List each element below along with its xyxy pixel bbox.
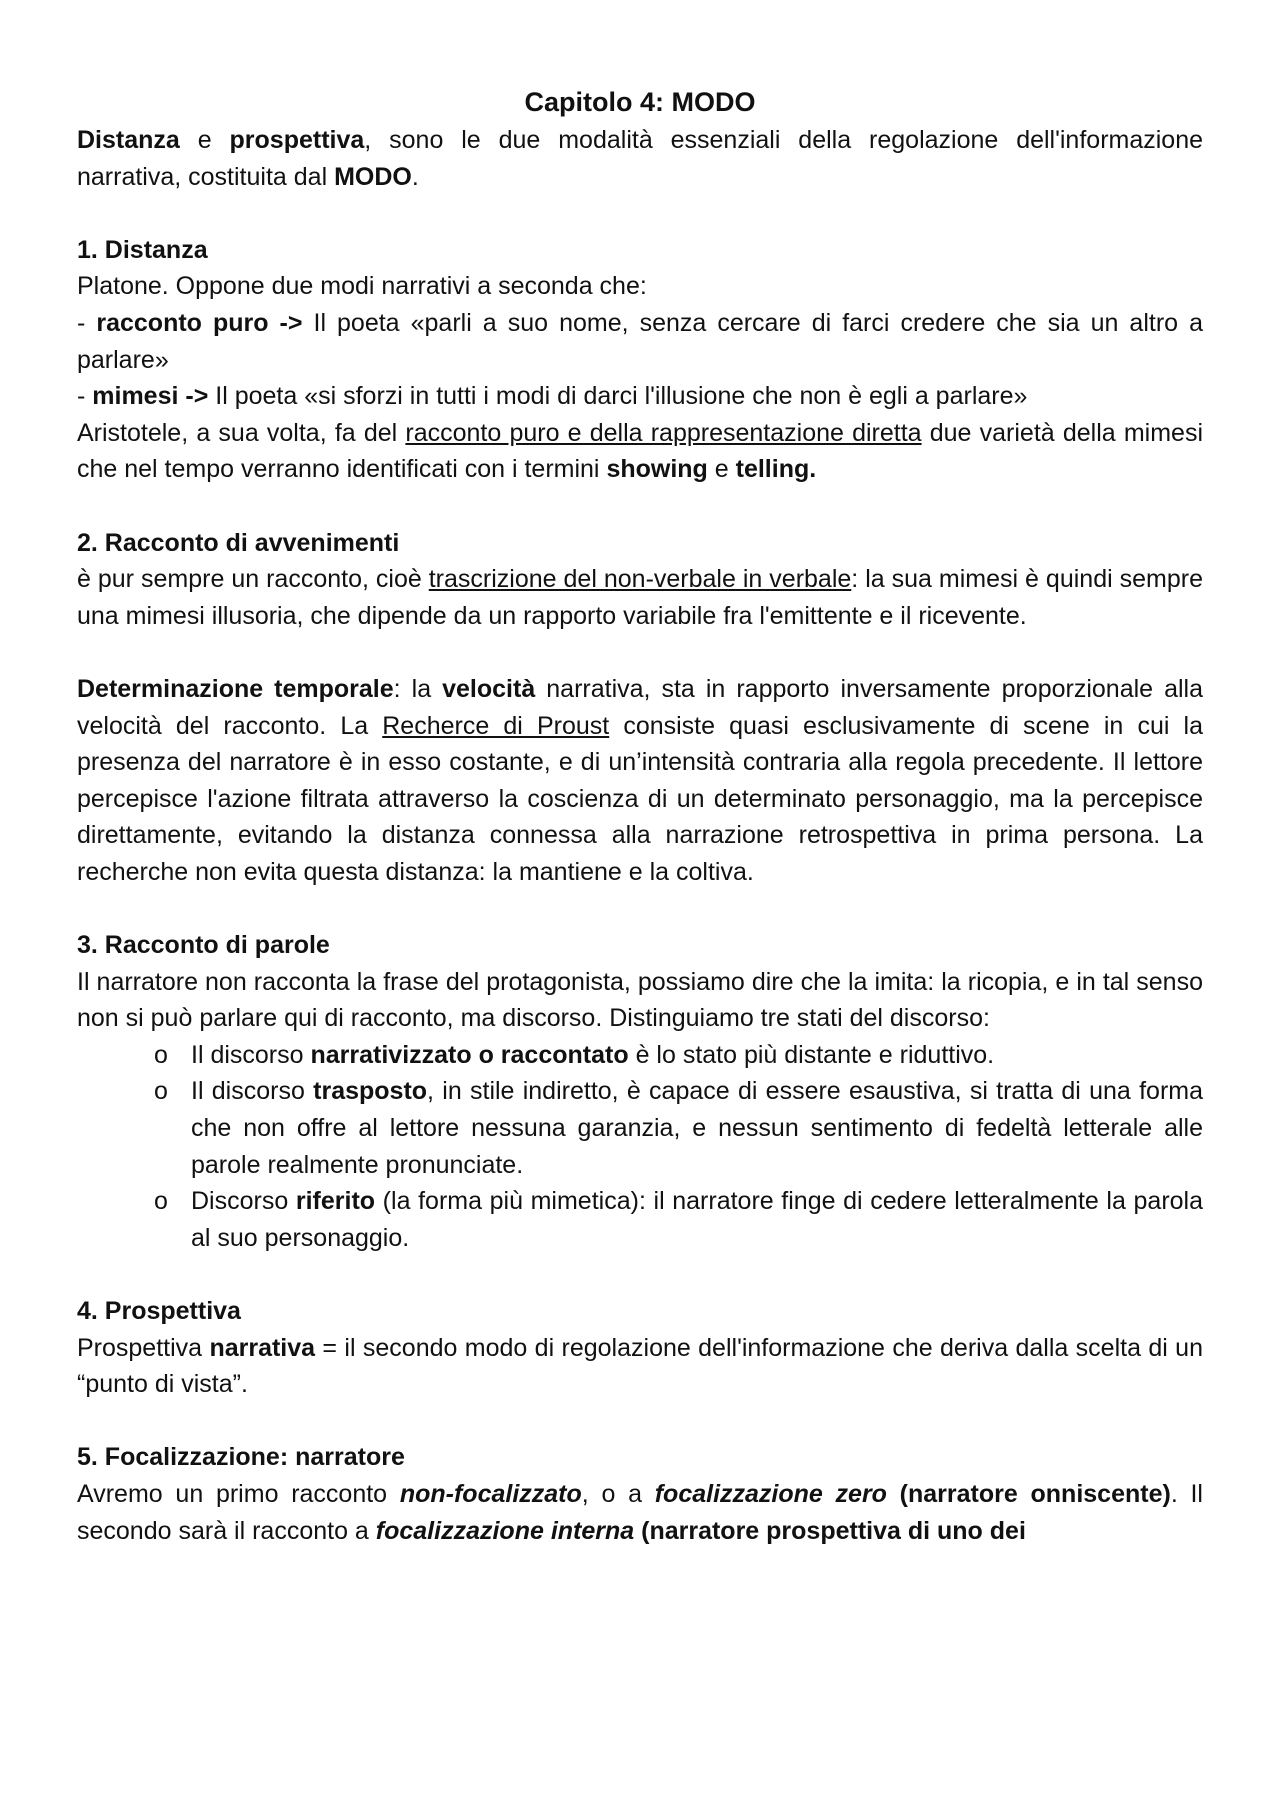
prospettiva-paragraph: Prospettiva narrativa = il secondo modo di regolazione dell'informazione che deriva dalla scelta di un “punto di vista”. [77,1333,1203,1399]
racconto-puro-item: - racconto puro -> Il poeta «parli a suo nome, senza cercare di farci credere che sia un altro a parlare» [77,308,1203,374]
list-item: o Il discorso trasposto, in stile indiretto, è capace di essere esaustiva, si tratta di una forma che non offre al lettore nessuna garanzia, e nessun sentimento di fedeltà letterale alle parole realmente pronunciate. [191,1073,1203,1183]
page-title: Capitolo 4: MODO [524,87,756,117]
section-heading-prospettiva: 4. Prospettiva [77,1297,241,1325]
discorso-list [77,1037,1203,1257]
section-heading-focalizzazione: 5. Focalizzazione: narratore [77,1443,405,1472]
intro-paragraph: Distanza e prospettiva, sono le due modalità essenziali della regolazione dell'informazione narrativa, costituita dal MODO. [77,126,1204,191]
term-modo: MODO [334,162,412,191]
determinazione-paragraph: Determinazione temporale: la velocità narrativa, sta in rapporto inversamente proporzionale alla velocità del racconto. La Recherce di Proust consiste quasi esclusivamente di scene in cui la presenza del narratore è in esso costante, e di un’intensità contraria alla regola precedente. Il lettore percepisce l'azione filtrata attraverso la coscienza di un determinato personaggio, ma la percepisce direttamente, evitando la distanza connessa alla narrazione retrospettiva in prima persona. La recherche non evita questa distanza: la mantiene e la coltiva. [77,674,1204,886]
term-prospettiva: prospettiva [229,126,365,154]
bullet-icon: o [154,1077,168,1106]
list-item: o Il discorso narrativizzato o raccontato è lo stato più distante e riduttivo. [191,1037,1203,1074]
section-heading-distanza: 1. Distanza [77,235,208,264]
focalizzazione-paragraph: Avremo un primo racconto non-focalizzato, o a focalizzazione zero (narratore onniscente). Il secondo sarà il racconto a focalizzazione interna (narratore prospettiva di uno dei [77,1479,1203,1545]
bullet-icon: o [154,1040,168,1069]
mimesi-item: - mimesi -> Il poeta «si sforzi in tutti i modi di darci l'illusione che non è egli a parlare» [77,382,1028,411]
term-distanza: Distanza [77,126,180,154]
section-heading-parole: 3. Racconto di parole [77,931,330,960]
platone-line: Platone. Oppone due modi narrativi a seconda che: [77,272,647,301]
parole-paragraph: Il narratore non racconta la frase del protagonista, possiamo dire che la imita: la ricopia, e in tal senso non si può parlare qui di racconto, ma discorso. Distinguiamo tre stati del discorso: [77,967,1203,1033]
avvenimenti-paragraph: è pur sempre un racconto, cioè trascrizione del non-verbale in verbale: la sua mimesi è quindi sempre una mimesi illusoria, che dipende da un rapporto variabile fra l'emittente e il ricevente. [77,565,1203,630]
bullet-icon: o [154,1187,168,1216]
section-heading-avvenimenti: 2. Racconto di avvenimenti [77,528,400,557]
list-item: o Discorso riferito (la forma più mimetica): il narratore finge di cedere letteralmente la parola al suo personaggio. [191,1183,1203,1256]
aristotele-paragraph: Aristotele, a sua volta, fa del racconto puro e della rappresentazione diretta due varietà della mimesi che nel tempo verranno identificati con i termini showing e telling. [77,418,1204,484]
